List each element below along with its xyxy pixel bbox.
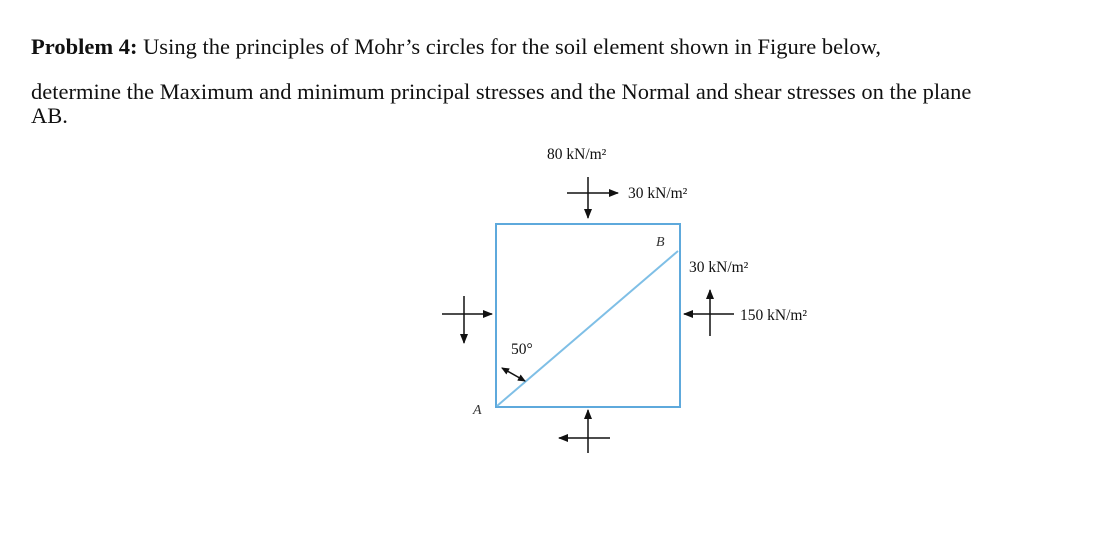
angle-label: 50° (511, 341, 533, 358)
right-stress-arrows (684, 290, 734, 336)
right-normal-stress-label: 150 kN/m² (740, 307, 808, 324)
problem-label: Problem 4: (31, 34, 138, 59)
plane-ab-line (497, 251, 678, 406)
bottom-stress-arrows (559, 410, 610, 453)
right-shear-stress-label: 30 kN/m² (689, 259, 749, 276)
top-stress-arrows (567, 177, 618, 218)
top-normal-stress-label: 80 kN/m² (547, 146, 607, 163)
problem-line-3: AB. (31, 103, 68, 128)
angle-indicator-arrow (502, 368, 525, 381)
point-a-label: A (473, 403, 482, 418)
left-stress-arrows (442, 296, 492, 343)
top-shear-stress-label: 30 kN/m² (628, 185, 688, 202)
problem-text-1: Using the principles of Mohr’s circles for the soil element shown in Figure below, (137, 34, 882, 59)
problem-line-2: determine the Maximum and minimum principal stresses and the Normal and shear stresses on the plane (31, 79, 972, 104)
point-b-label: B (656, 235, 665, 250)
